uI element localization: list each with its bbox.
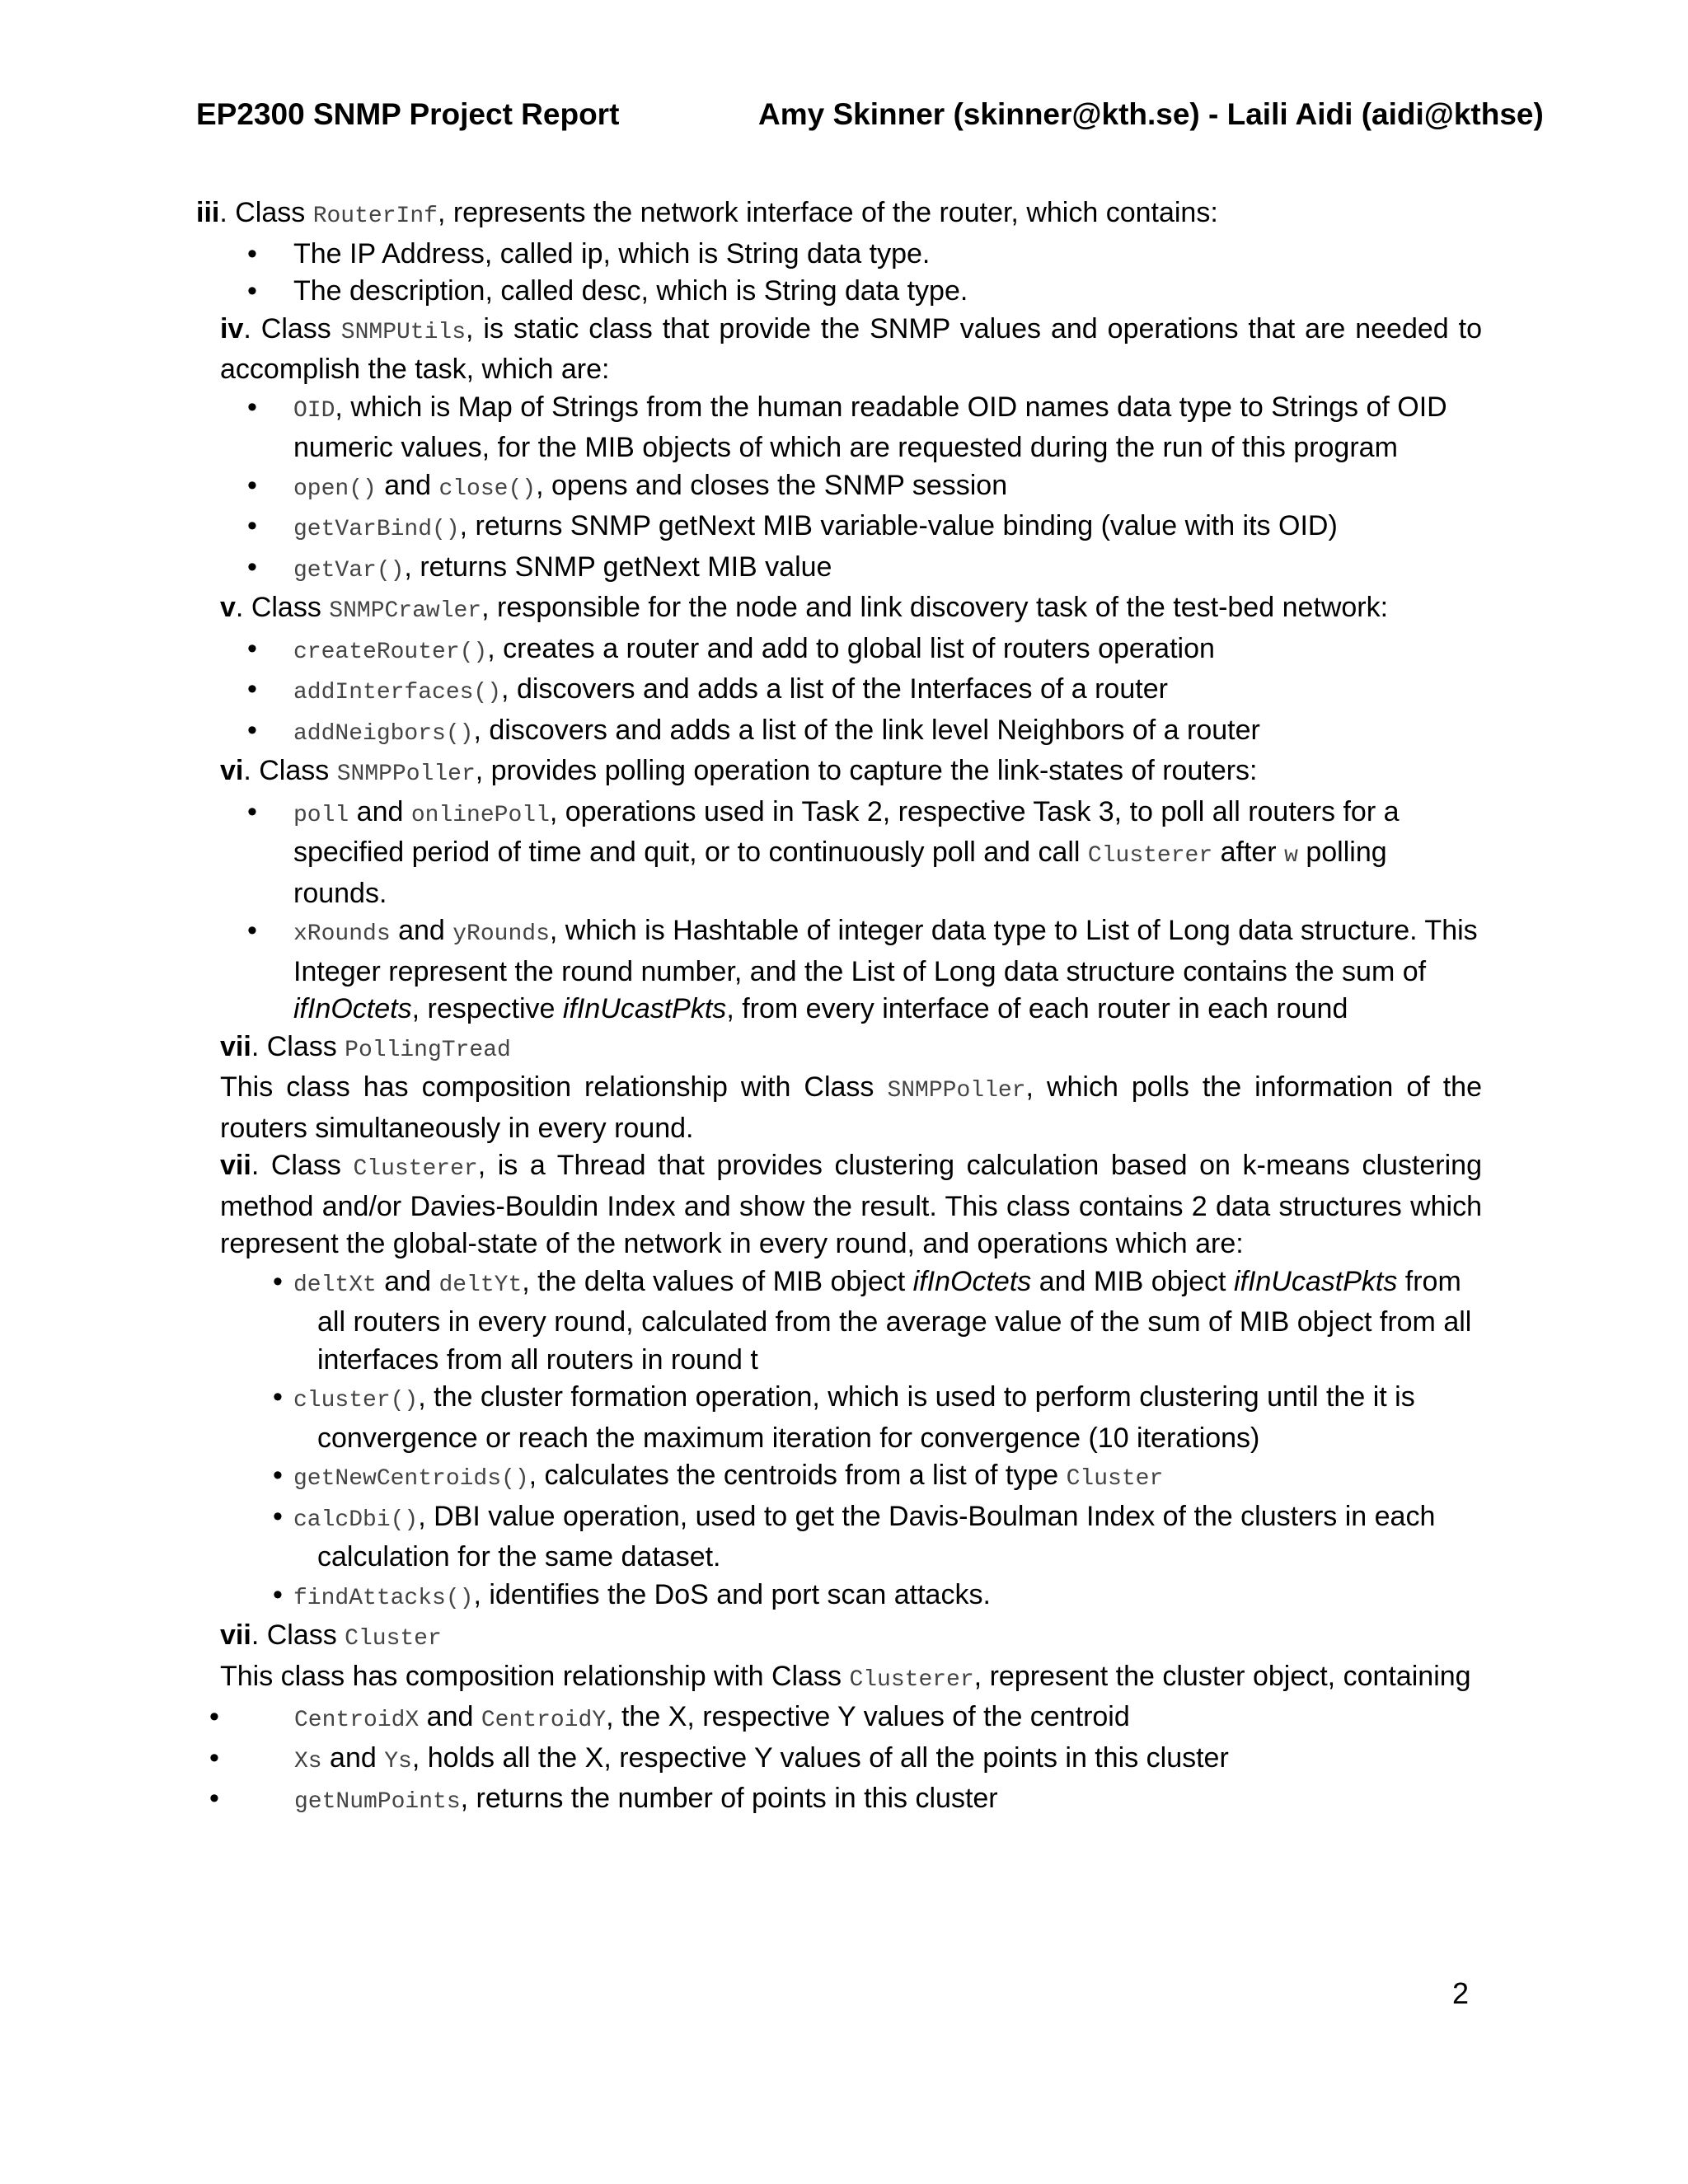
mib-object: ifInOctets	[293, 993, 412, 1024]
list-item	[196, 630, 1482, 672]
text: , returns SNMP getNext MIB variable-value binding (value with its OID)	[459, 510, 1338, 541]
section-cluster-heading	[196, 1617, 1482, 1658]
clusterer-list	[196, 1263, 1482, 1618]
text: from all routers in every round, calculated from the average value of the sum of MIB object from all interfaces from all routers in round t	[317, 1265, 1472, 1376]
list-item	[196, 1740, 1482, 1781]
page-header	[196, 97, 1544, 138]
text: and	[419, 1701, 481, 1732]
list-item	[196, 1699, 1482, 1740]
snmppoller-list	[196, 794, 1482, 1029]
code-term: addNeigbors()	[293, 720, 474, 747]
list-item: • The IP Address, called ip, which is String data type.	[196, 236, 1482, 274]
mib-object: ifInUcastPkts	[562, 993, 727, 1024]
list-item: • The description, called desc, which is String data type.	[196, 273, 1482, 311]
list-item	[196, 549, 1482, 590]
text: , returns the number of points in this cluster	[460, 1783, 998, 1814]
code-term: onlinePoll	[410, 802, 550, 828]
class-name: PollingTread	[345, 1037, 511, 1063]
code-term: w	[1284, 843, 1298, 869]
list-item	[196, 794, 1482, 913]
code-term: cluster()	[293, 1388, 419, 1413]
text: , is a Thread that provides clustering calculation based on k-means clustering method and/or Davies-Bouldin Index and show the result. This class contains 2 data structures which represent the global-state of the network in every round, and operations which are:	[220, 1150, 1482, 1259]
text: , represent the cluster object, containing	[973, 1660, 1471, 1692]
list-item	[196, 1263, 1482, 1380]
code-term: close()	[438, 476, 537, 502]
section-clusterer-heading	[196, 1147, 1482, 1263]
section-number: iv	[220, 312, 244, 344]
code-term: addInterfaces()	[293, 680, 502, 705]
report-authors: Amy Skinner (skinner@kth.se) - Laili Aidi (aidi@kthse)	[758, 97, 1544, 131]
class-name: SNMPPoller	[887, 1078, 1026, 1104]
list-item	[196, 712, 1482, 753]
text: This class has composition relationship with Class	[220, 1071, 888, 1103]
class-name: SNMPCrawler	[329, 598, 482, 624]
code-term: getNumPoints	[294, 1789, 461, 1815]
section-snmputils-heading	[196, 311, 1482, 389]
list-item	[196, 1379, 1482, 1457]
section-cluster-description	[196, 1658, 1482, 1699]
code-term: deltYt	[438, 1272, 523, 1298]
text: , holds all the X, respective Y values of all the points in this cluster	[411, 1741, 1229, 1774]
section-snmppoller-heading	[196, 752, 1482, 794]
section-pollingtread-description	[196, 1069, 1482, 1147]
list-item	[196, 1498, 1482, 1577]
text: and	[321, 1741, 385, 1774]
code-term: poll	[293, 802, 349, 828]
section-snmpcrawler-heading	[196, 589, 1482, 630]
cluster-list	[196, 1699, 1482, 1821]
text: , provides polling operation to capture the link-states of routers:	[475, 755, 1258, 786]
text: polling rounds.	[293, 837, 1387, 909]
text: , respective	[411, 993, 563, 1024]
text: and	[376, 469, 439, 501]
text: . Class	[243, 312, 341, 344]
text: , opens and closes the SNMP session	[536, 469, 1008, 501]
text: , discovers and adds a list of the link level Neighbors of a router	[473, 714, 1260, 746]
class-name: SNMPPoller	[336, 762, 476, 787]
code-term: getVar()	[293, 557, 405, 583]
code-term: CentroidY	[481, 1708, 607, 1733]
list-item	[196, 912, 1482, 1029]
mib-object: ifInOctets	[912, 1265, 1032, 1297]
code-term: Clusterer	[1087, 843, 1213, 869]
text: and MIB object	[1031, 1265, 1234, 1297]
section-number: iii	[196, 197, 220, 228]
text: , calculates the centroids from a list of type	[528, 1460, 1067, 1491]
code-term: yRounds	[452, 921, 550, 947]
code-term: getNewCentroids()	[293, 1466, 529, 1492]
code-term: OID	[293, 397, 335, 424]
text: , is static class that provide the SNMP values and operations that are needed to accomplish the task, which are:	[220, 312, 1483, 385]
page-number: 2	[1452, 1976, 1470, 2010]
text: This class has composition relationship with Class	[220, 1660, 850, 1692]
code-term: xRounds	[293, 921, 391, 947]
text: , discovers and adds a list of the Interfaces of a router	[501, 673, 1168, 705]
text: , which is Hashtable of integer data type to List of Long data structure. This Integer represent the round number, and the List of Long data structure contains the sum of	[293, 915, 1478, 987]
text: . Class	[251, 1030, 345, 1062]
code-term: findAttacks()	[293, 1585, 474, 1611]
text: . Class	[251, 1619, 345, 1651]
text: , the delta values of MIB object	[522, 1265, 913, 1297]
report-title: EP2300 SNMP Project Report	[196, 97, 620, 131]
code-term: deltXt	[293, 1272, 377, 1298]
section-number: vii	[220, 1030, 251, 1062]
section-number: vii	[220, 1150, 251, 1181]
section-number: vii	[220, 1619, 251, 1651]
list-item	[196, 1577, 1482, 1618]
text: , the cluster formation operation, which is used to perform clustering until the it is convergence or reach the maximum iteration for convergence (10 iterations)	[317, 1381, 1415, 1454]
snmpcrawler-list	[196, 630, 1482, 753]
text: , DBI value operation, used to get the Davis-Boulman Index of the clusters in each calculation for the same dataset.	[317, 1500, 1436, 1572]
section-pollingtread-heading	[196, 1029, 1482, 1070]
class-name: Clusterer	[849, 1666, 974, 1693]
text: . Class	[251, 1150, 354, 1181]
text: and	[349, 795, 411, 827]
code-term: calcDbi()	[293, 1507, 419, 1533]
code-term: open()	[293, 476, 377, 502]
text: , creates a router and add to global list of routers operation	[487, 632, 1215, 664]
code-term: createRouter()	[293, 639, 488, 665]
list-item	[196, 467, 1482, 509]
list-item	[196, 389, 1482, 467]
class-name: SNMPUtils	[340, 319, 467, 345]
list-item	[196, 508, 1482, 549]
list-item	[196, 1457, 1482, 1498]
text: after	[1212, 837, 1285, 868]
mib-object: ifInUcastPkts	[1233, 1265, 1398, 1297]
class-name: Clusterer	[353, 1156, 478, 1182]
section-number: vi	[220, 755, 244, 786]
class-name: Cluster	[345, 1626, 442, 1652]
document-body	[196, 194, 1482, 1821]
text: and	[376, 1265, 439, 1297]
text: . Class	[243, 755, 337, 786]
code-term: Xs	[294, 1748, 322, 1774]
code-term: CentroidX	[294, 1708, 420, 1733]
list-item	[196, 1780, 1482, 1821]
section-number: v	[220, 592, 236, 623]
text: . Class	[219, 197, 313, 228]
code-term: Ys	[384, 1748, 412, 1774]
text: , responsible for the node and link discovery task of the test-bed network:	[481, 592, 1389, 623]
code-term: getVarBind()	[293, 517, 460, 542]
text: , which is Map of Strings from the human readable OID names data type to Strings of OID numeric values, for the MIB objects of which are requested during the run of this program	[293, 391, 1447, 463]
snmputils-list	[196, 389, 1482, 590]
text: and	[390, 915, 453, 946]
text: , which polls the information of the routers simultaneously in every round.	[220, 1071, 1482, 1144]
class-name: RouterInf	[312, 204, 438, 229]
text: , represents the network interface of the router, which contains:	[437, 197, 1218, 228]
text: . Class	[235, 592, 330, 623]
text: , returns SNMP getNext MIB value	[404, 551, 832, 583]
section-routerinf-heading	[196, 194, 1482, 236]
code-term: Cluster	[1066, 1466, 1164, 1492]
text: , the X, respective Y values of the centroid	[606, 1701, 1130, 1732]
routerinf-list	[196, 236, 1482, 311]
text: , from every interface of each router in each round	[726, 993, 1348, 1024]
text: , operations used in Task 2, respective Task 3, to poll all routers for a specified period of time and quit, or to continuously poll and call	[293, 795, 1400, 868]
text: , identifies the DoS and port scan attacks.	[473, 1578, 991, 1610]
list-item	[196, 671, 1482, 712]
